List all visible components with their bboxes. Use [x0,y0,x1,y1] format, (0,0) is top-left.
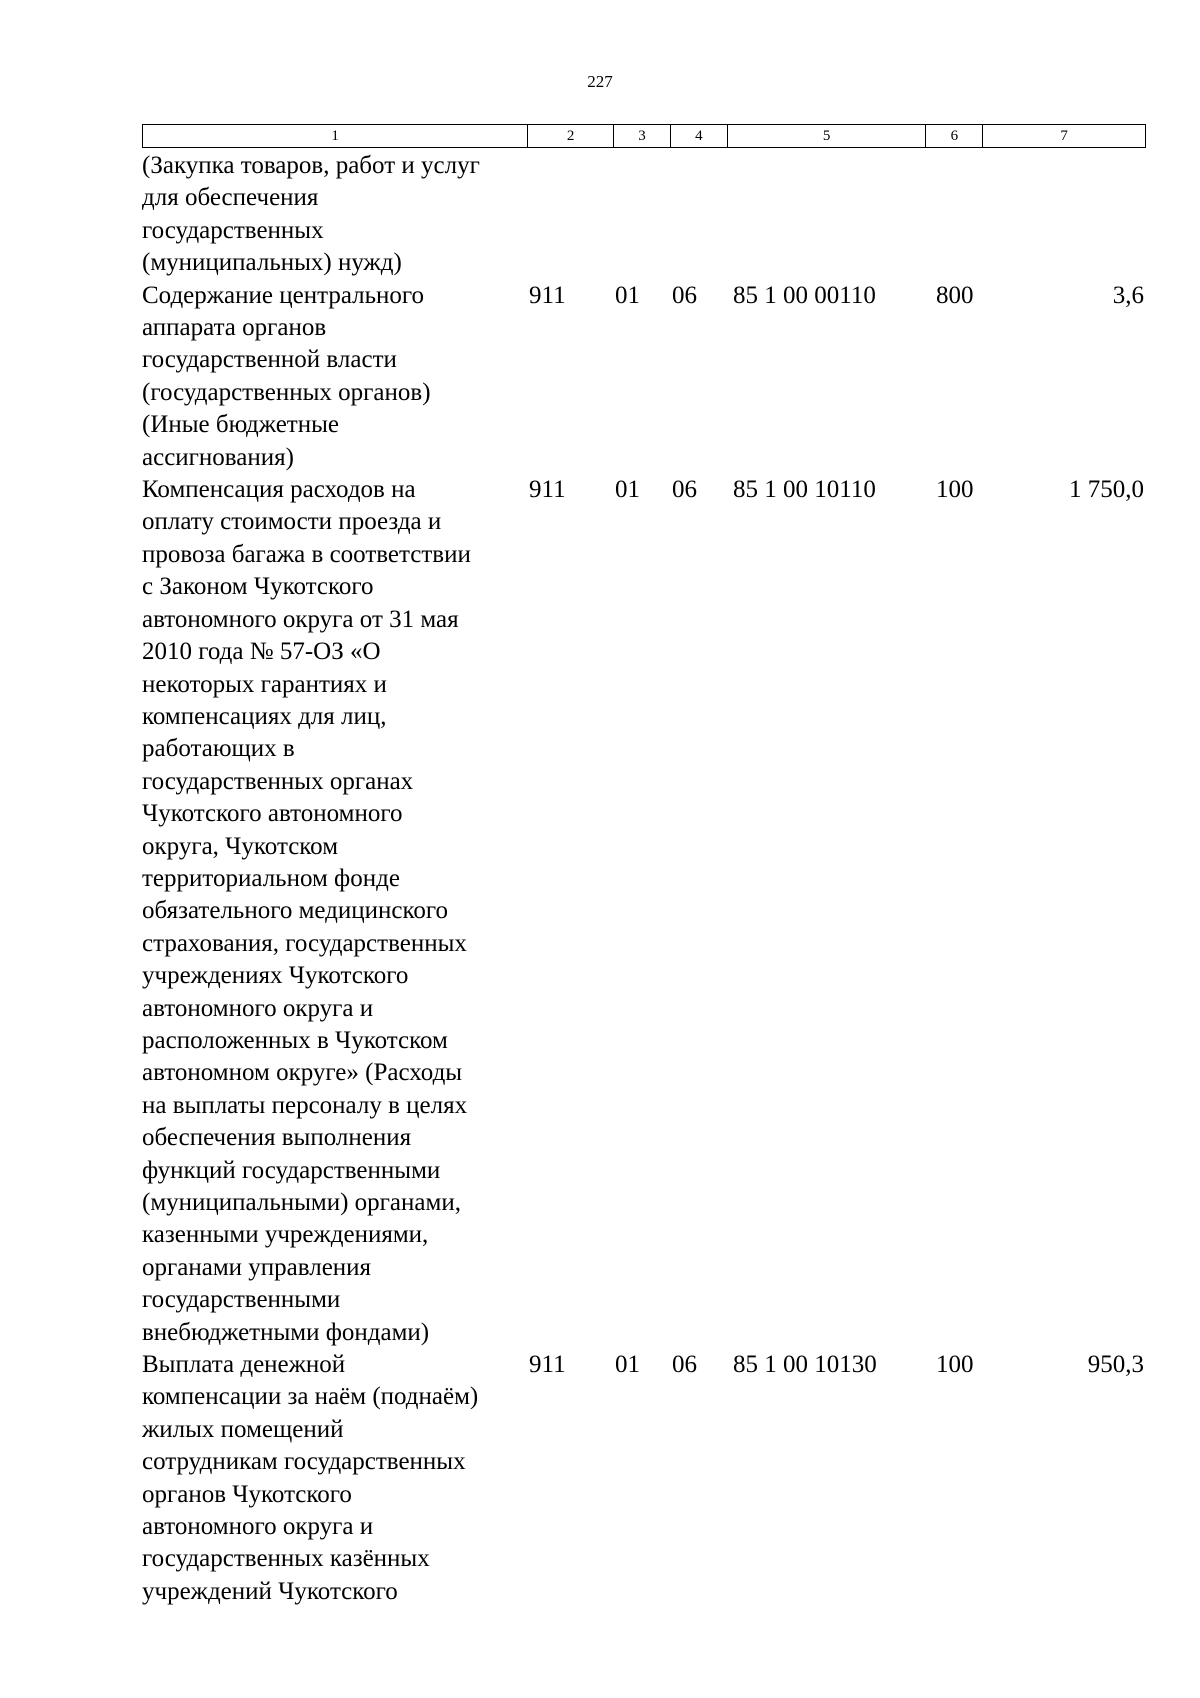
table-row [142,474,1146,1349]
amount-cell: 1 750,0 [1069,476,1144,504]
ministry-code-cell: 911 [529,281,566,309]
table-body [142,150,1146,1608]
amount-cell: 3,6 [1112,281,1144,309]
column-header-3: 3 [613,125,670,147]
amount-cell: 950,3 [1087,1351,1144,1379]
table-header-row [142,124,1146,148]
table-row [142,280,1146,474]
section-code-cell: 01 [615,476,640,504]
column-header-2: 2 [527,125,613,147]
section-code-cell: 01 [615,1351,640,1379]
subsection-code-cell: 06 [672,476,697,504]
subsection-code-cell: 06 [672,281,697,309]
page-number: 227 [587,72,613,91]
expense-name-cell: Содержание центрального аппарата органов государственной власти (государственных органов) (Иные бюджетные ассигнования) [142,281,431,471]
column-header-1: 1 [331,128,339,144]
column-header-7: 7 [982,125,1145,147]
expense-type-cell: 800 [936,281,974,309]
expense-type-cell: 100 [936,476,974,504]
target-article-cell: 85 1 00 10110 [733,476,876,504]
column-header-4: 4 [670,125,727,147]
target-article-cell: 85 1 00 00110 [733,281,876,309]
target-article-cell: 85 1 00 10130 [733,1351,877,1379]
expense-name-cell: Компенсация расходов на оплату стоимости проезда и провоза багажа в соответствии с Законом Чукотского автономного округа от 31 мая 2010 года № 57-ОЗ «О некоторых гарантиях и компенсациях для лиц, работающих в государственных органах Чукотского автономного округа, Чукотском территориальном фонде обязательного медицинского страхования, государственных учреждениях Чукотского автономного округа и расположенных в Чукотском автономном округе» (Расходы на выплаты персоналу в целях обеспечения выполнения функций государственными (муниципальными) органами, казенными учреждениями, органами управления государственными внебюджетными фондами) [142,476,471,1346]
ministry-code-cell: 911 [529,1351,566,1379]
table-row [142,1349,1146,1608]
expense-name-cell: Выплата денежной компенсации за наём (поднаём) жилых помещений сотрудникам государственных органов Чукотского автономного округа и государственных казённых учреждений Чукотского [142,1351,479,1605]
section-code-cell: 01 [615,281,640,309]
table-row [142,150,1146,280]
subsection-code-cell: 06 [672,1351,697,1379]
ministry-code-cell: 911 [529,476,566,504]
column-header-6: 6 [925,125,982,147]
expense-name-cell: (Закупка товаров, работ и услуг для обеспечения государственных (муниципальных) нужд) [142,152,480,277]
column-header-5: 5 [727,125,926,147]
expense-type-cell: 100 [936,1351,974,1379]
